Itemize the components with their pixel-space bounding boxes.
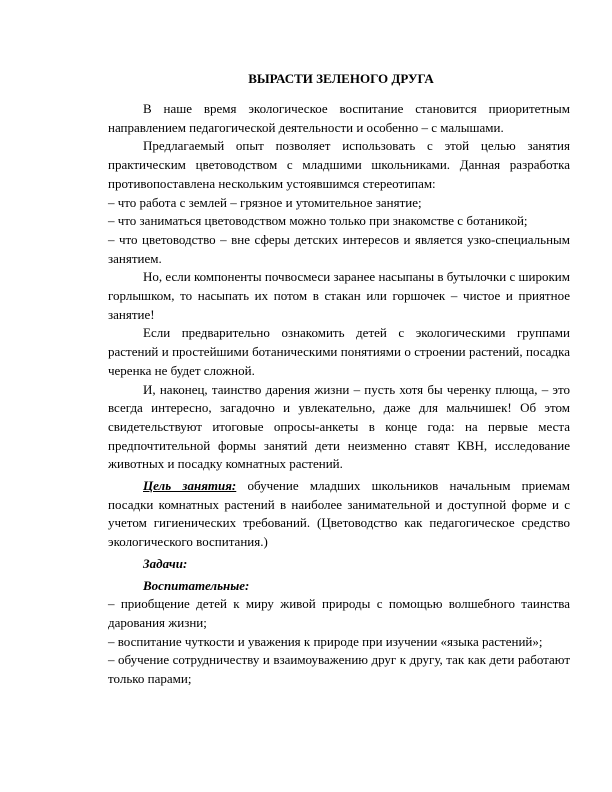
task-item-1: – приобщение детей к миру живой природы с помощью волшебного таинства дарования жизни; — [108, 596, 570, 630]
task-item-3: – обучение сотрудничеству и взаимоуважению друг к другу, так как дети работают только парами; — [108, 652, 570, 687]
goal-paragraph — [108, 477, 570, 552]
paragraph-groups: Если предварительно ознакомить детей с экологическими группами растений и простейшими ботаническими понятиями о строении растений, посадка черенка не будет сложной. — [108, 325, 570, 378]
stereotype-item-3: – что цветоводство – вне сферы детских интересов и является узко-специальным занятием. — [108, 231, 570, 266]
goal-text: обучение младших школьников начальным приемам посадки комнатных растений в наиболее занимательной и доступной форме и с учетом гигиенических требований. (Цветоводство как педагогическое средство экологического воспитания.) — [108, 478, 571, 550]
paragraph-mystery: И, наконец, таинство дарения жизни – пусть хотя бы черенку плюща, – это всегда интересно, загадочно и увлекательно, даже для мальчишек! Об этом свидетельствуют итоговые опросы-анкеты в конце года: на первые места предпочтительной формы занятий дети неизменно ставят КВН, исследование животных и посадку комнатных растений. — [108, 381, 570, 472]
paragraph-soil: Но, если компоненты почвосмеси заранее насыпаны в бутылочки с широким горлышком, то насыпать их потом в стакан или горшочек – чистое и приятное занятие! — [108, 269, 570, 322]
stereotype-item-2: – что заниматься цветоводством можно только при знакомстве с ботаникой; — [108, 213, 528, 229]
task-item-2: – воспитание чуткости и уважения к природе при изучении «языка растений»; — [108, 633, 543, 649]
stereotype-item-1: – что работа с землей – грязное и утомительное занятие; — [108, 194, 422, 210]
tasks-heading: Задачи: — [143, 555, 188, 571]
paragraph-intro: В наше время экологическое воспитание становится приоритетным направлением педагогической деятельности и особенно – с малышами. — [108, 101, 570, 135]
document-title: ВЫРАСТИ ЗЕЛЕНОГО ДРУГА — [248, 71, 434, 86]
paragraph-proposal: Предлагаемый опыт позволяет использовать с этой целью занятия практическим цветоводством с младшими школьниками. Данная разработка противопоставлена нескольким устоявшимся стереотипам: — [108, 138, 570, 191]
educational-heading: Воспитательные: — [143, 577, 250, 593]
goal-label: Цель занятия: — [143, 478, 237, 494]
